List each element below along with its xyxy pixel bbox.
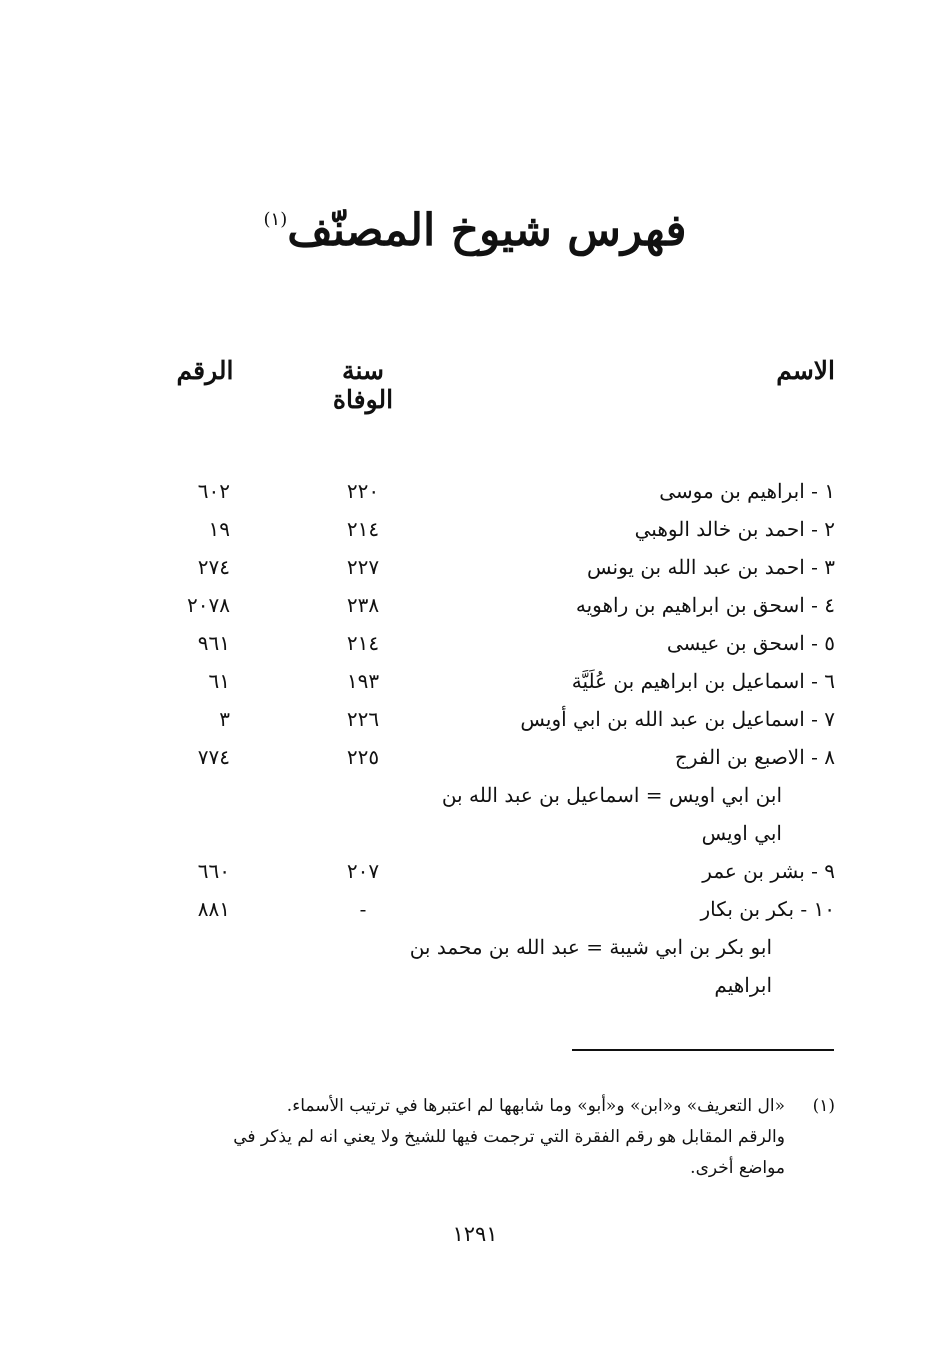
entry-number: ٩٦١: [197, 631, 230, 655]
entry-number: ٦١: [208, 669, 230, 693]
entry-name: ٣ - احمد بن عبد الله بن يونس: [587, 555, 835, 579]
entry-name: ٦ - اسماعيل بن ابراهيم بن عُلَيَّة: [571, 669, 835, 693]
index-table: [0, 475, 950, 1007]
entry-number: ٢٧٤: [197, 555, 230, 579]
entry-year: ٢٠٧: [346, 859, 380, 883]
table-row: [0, 589, 950, 627]
table-row: [0, 627, 950, 665]
entry-number: ٢٠٧٨: [187, 593, 230, 617]
entry-number: ٧٧٤: [197, 745, 230, 769]
table-row: [0, 665, 950, 703]
entry-number: ٦٠٢: [197, 479, 230, 503]
table-row: [0, 703, 950, 741]
page-title: [0, 205, 950, 256]
cross-reference: [0, 779, 950, 855]
entry-name: ٢ - احمد بن خالد الوهبي: [634, 517, 835, 541]
entry-name: ٧ - اسماعيل بن عبد الله بن ابي أويس: [520, 707, 835, 731]
entry-number: ٨٨١: [197, 897, 230, 921]
entry-name: ١٠ - بكر بن بكار: [700, 897, 835, 921]
footnote-line: «ال التعريف» و«ابن» و«أبو» وما شابهها لم اعتبرها في ترتيب الأسماء.: [286, 1096, 785, 1116]
footnote-line: والرقم المقابل هو رقم الفقرة التي ترجمت فيها للشيخ ولا يعني انه لم يذكر في: [233, 1127, 785, 1147]
title-text: فهرس شيوخ المصنّف: [287, 205, 687, 256]
entry-number: ٦٦٠: [197, 859, 230, 883]
entry-name: ٩ - بشر بن عمر: [702, 859, 835, 883]
entry-year: ٢٢٠: [346, 479, 380, 503]
cross-reference-line: ابو بكر بن ابي شيبة = عبد الله بن محمد بن: [409, 935, 772, 959]
entry-name: ٨ - الاصبع بن الفرج: [674, 745, 835, 769]
cross-reference-line: ابي اويس: [701, 821, 782, 845]
footnote-marker: (١): [812, 1096, 835, 1116]
entry-number: ٣: [219, 707, 230, 731]
header-death-year: سنة الوفاة: [332, 356, 394, 414]
header-number: الرقم: [176, 356, 234, 385]
entry-year: ١٩٣: [346, 669, 380, 693]
footnote-line: مواضع أخرى.: [690, 1158, 785, 1178]
entry-name: ٥ - اسحق بن عيسى: [666, 631, 835, 655]
table-row: [0, 855, 950, 893]
table-row: [0, 551, 950, 589]
entry-year: ٢١٤: [346, 631, 380, 655]
entry-year: ٢٢٥: [346, 745, 380, 769]
entry-year: ٢٣٨: [346, 593, 380, 617]
entry-name: ٤ - اسحق بن ابراهيم بن راهويه: [575, 593, 835, 617]
table-row: [0, 741, 950, 779]
entry-year: ٢٢٦: [346, 707, 380, 731]
table-row: [0, 475, 950, 513]
footnote-divider: [572, 1049, 834, 1051]
entry-year: ٢١٤: [346, 517, 380, 541]
cross-reference-line: ابن ابي اويس = اسماعيل بن عبد الله بن: [441, 783, 782, 807]
cross-reference: [0, 931, 950, 1007]
entry-year: -: [359, 897, 367, 921]
entry-name: ١ - ابراهيم بن موسى: [659, 479, 835, 503]
header-name: الاسم: [776, 356, 835, 385]
table-row: [0, 893, 950, 931]
cross-reference-line: ابراهيم: [714, 973, 772, 997]
entry-number: ١٩: [208, 517, 230, 541]
table-row: [0, 513, 950, 551]
entry-year: ٢٢٧: [346, 555, 380, 579]
title-footnote-marker: (١): [263, 209, 288, 230]
page-number: ١٢٩١: [452, 1222, 498, 1246]
